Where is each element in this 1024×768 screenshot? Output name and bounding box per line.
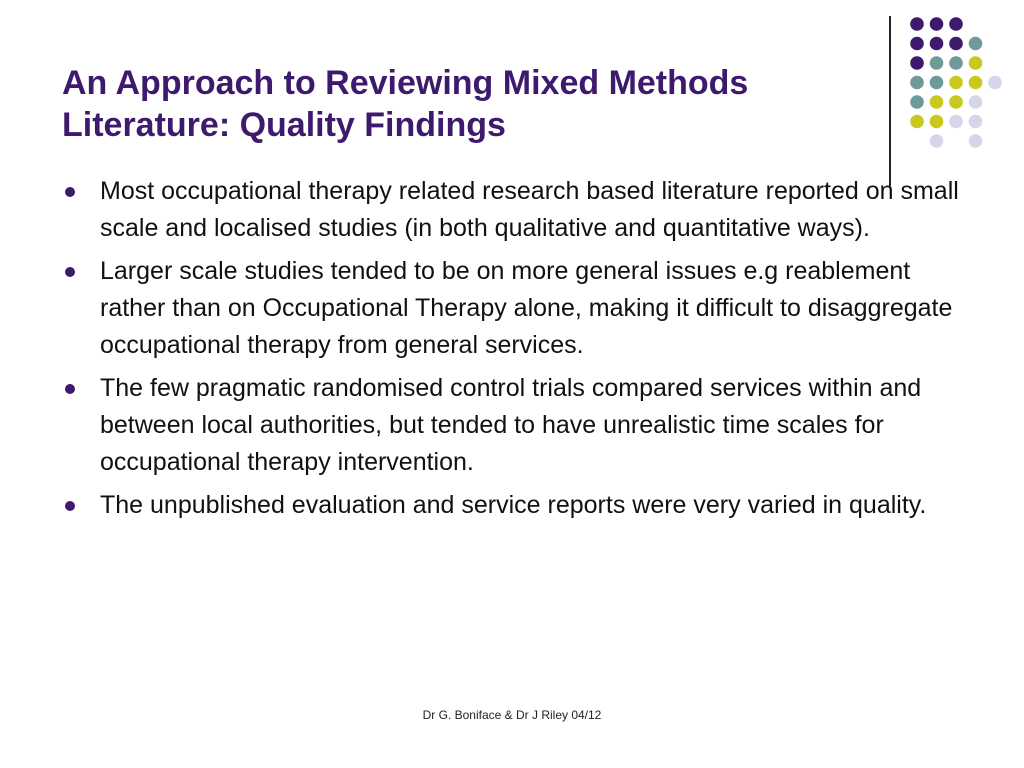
- bullet-icon: [65, 187, 75, 197]
- bullet-icon: [65, 267, 75, 277]
- bullet-text: Most occupational therapy related research based literature reported on small scale and localised studies (in both qualitative and quantitative ways).: [100, 177, 959, 242]
- decorative-dot: [910, 115, 924, 129]
- bullet-item: [62, 370, 962, 481]
- decorative-dot: [949, 76, 963, 90]
- bullet-item: [62, 487, 962, 524]
- slide-title: [62, 62, 882, 146]
- decorative-dot: [910, 17, 924, 31]
- decorative-dot: [949, 115, 963, 129]
- decorative-dot: [969, 76, 983, 90]
- decorative-dot: [949, 37, 963, 51]
- decorative-dot: [969, 56, 983, 70]
- bullet-icon: [65, 384, 75, 394]
- decorative-dot: [969, 134, 983, 148]
- bullet-icon: [65, 501, 75, 511]
- bullet-item: [62, 253, 962, 364]
- bullet-text: The unpublished evaluation and service reports were very varied in quality.: [100, 491, 927, 519]
- decorative-dot: [969, 115, 983, 129]
- decorative-dot: [930, 17, 944, 31]
- decorative-dot: [910, 95, 924, 109]
- decorative-dot: [930, 134, 944, 148]
- decorative-dot: [969, 95, 983, 109]
- bullet-text: The few pragmatic randomised control trials compared services within and between local authorities, but tended to have unrealistic time scales for occupational therapy intervention.: [100, 374, 922, 476]
- decorative-dot: [910, 76, 924, 90]
- bullet-text: Larger scale studies tended to be on more general issues e.g reablement rather than on Occupational Therapy alone, making it difficult to disaggregate occupational therapy from general services.: [100, 257, 953, 359]
- decorative-dot: [930, 115, 944, 129]
- decorative-dot: [988, 76, 1002, 90]
- decorative-dot: [949, 95, 963, 109]
- vertical-divider: [889, 16, 891, 186]
- slide-footer: Dr G. Boniface & Dr J Riley 04/12: [422, 708, 602, 722]
- bullet-list: [62, 173, 962, 530]
- decorative-dot: [930, 76, 944, 90]
- decorative-dot: [949, 17, 963, 31]
- decorative-dot: [910, 37, 924, 51]
- title-line-2: Literature: Quality Findings: [62, 106, 506, 144]
- decorative-dot: [930, 95, 944, 109]
- decorative-dot: [930, 56, 944, 70]
- decorative-dot: [969, 37, 983, 51]
- title-line-1: An Approach to Reviewing Mixed Methods: [62, 64, 749, 102]
- bullet-item: [62, 173, 962, 247]
- decorative-dot: [910, 56, 924, 70]
- decorative-dot: [949, 56, 963, 70]
- decorative-dot: [930, 37, 944, 51]
